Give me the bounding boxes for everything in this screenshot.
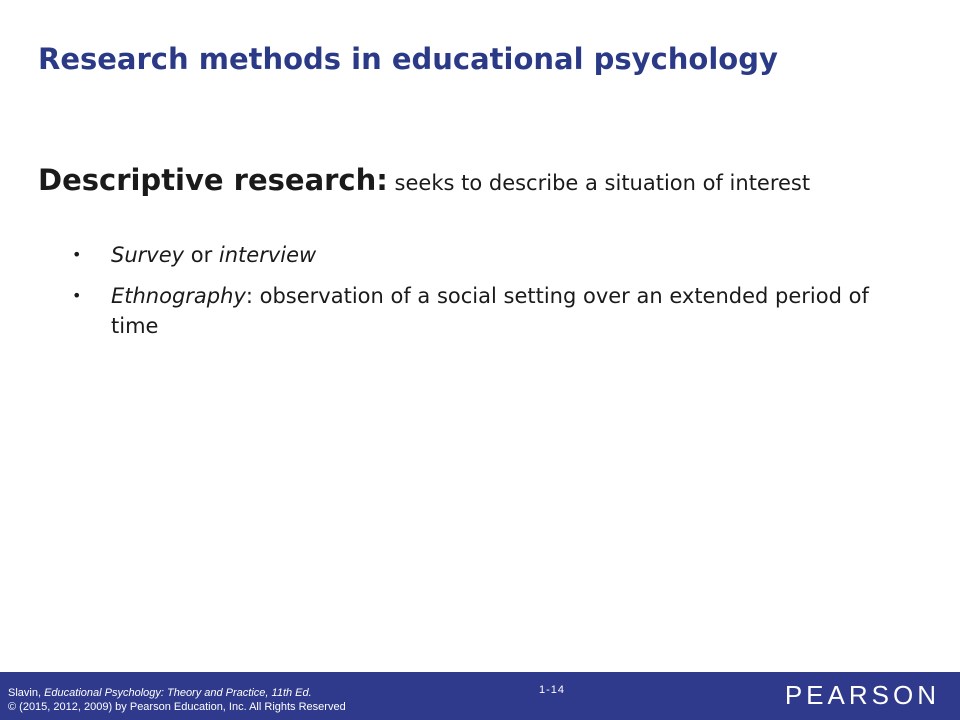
- method-bullet-list: [72, 240, 872, 352]
- term-survey: Survey: [111, 243, 185, 267]
- bullet-connector: or: [184, 243, 219, 267]
- descriptive-research-paragraph: [38, 165, 898, 198]
- copyright-line: © (2015, 2012, 2009) by Pearson Education, Inc. All Rights Reserved: [8, 701, 346, 713]
- bullet-marker: •: [72, 286, 82, 305]
- bullet-marker: •: [72, 245, 82, 264]
- term-interview: interview: [218, 243, 317, 267]
- slide-title: Research methods in educational psychology: [38, 42, 778, 76]
- bullet-item-survey: [72, 240, 872, 270]
- ethnography-definition: : observation of a social setting over an extended period of time: [111, 284, 869, 338]
- page-number: 1-14: [539, 684, 566, 696]
- citation-line: [8, 686, 346, 700]
- citation-author: Slavin,: [8, 687, 45, 699]
- bullet-item-ethnography: [72, 281, 872, 341]
- footer-citation: [8, 686, 346, 714]
- slide-footer: [0, 672, 960, 720]
- citation-book-title: Educational Psychology: Theory and Practice, 11th Ed.: [44, 687, 312, 699]
- term-ethnography: Ethnography: [111, 284, 246, 308]
- pearson-logo: PEARSON: [784, 680, 940, 710]
- term-definition: seeks to describe a situation of interest: [387, 171, 811, 195]
- term-descriptive-research: Descriptive research:: [38, 163, 388, 197]
